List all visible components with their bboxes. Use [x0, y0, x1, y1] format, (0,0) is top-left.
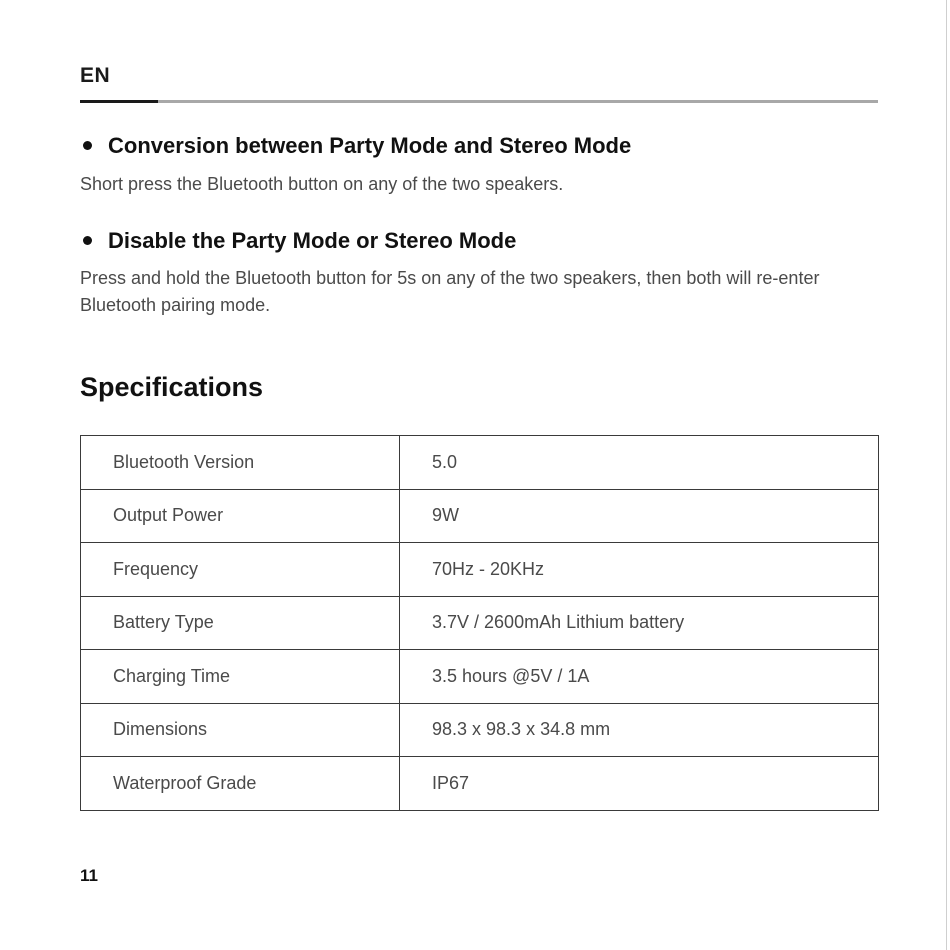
spec-label: Battery Type	[81, 596, 400, 650]
bullet-icon	[83, 236, 92, 245]
section-heading-text: Conversion between Party Mode and Stereo Mode	[108, 133, 632, 158]
section-heading-party-stereo-conversion	[80, 133, 631, 159]
page-number: 11	[80, 866, 98, 885]
spec-value: IP67	[400, 757, 879, 811]
specifications-title: Specifications	[80, 372, 264, 402]
specifications-table	[80, 435, 879, 811]
spec-label: Frequency	[81, 543, 400, 597]
table-row	[81, 596, 879, 650]
table-row	[81, 436, 879, 490]
header-divider	[80, 100, 878, 103]
spec-label: Waterproof Grade	[81, 757, 400, 811]
spec-label: Dimensions	[81, 703, 400, 757]
section-heading-text: Disable the Party Mode or Stereo Mode	[108, 228, 517, 253]
table-row	[81, 650, 879, 704]
language-label: EN	[80, 64, 111, 87]
header-divider-accent	[80, 100, 158, 103]
spec-value: 98.3 x 98.3 x 34.8 mm	[400, 703, 879, 757]
spec-label: Charging Time	[81, 650, 400, 704]
spec-value: 9W	[400, 489, 879, 543]
spec-label: Output Power	[81, 489, 400, 543]
spec-value: 3.5 hours @5V / 1A	[400, 650, 879, 704]
table-row	[81, 703, 879, 757]
spec-value: 5.0	[400, 436, 879, 490]
bullet-icon	[83, 141, 92, 150]
spec-value: 70Hz - 20KHz	[400, 543, 879, 597]
section-body: Press and hold the Bluetooth button for 5s on any of the two speakers, then both will re-enter Bluetooth pairing mode.	[80, 268, 820, 315]
page-edge	[946, 0, 947, 950]
section-heading-disable-mode	[80, 228, 516, 254]
spec-label: Bluetooth Version	[81, 436, 400, 490]
table-row	[81, 489, 879, 543]
table-row	[81, 757, 879, 811]
spec-value: 3.7V / 2600mAh Lithium battery	[400, 596, 879, 650]
table-row	[81, 543, 879, 597]
section-body: Short press the Bluetooth button on any of the two speakers.	[80, 174, 564, 194]
